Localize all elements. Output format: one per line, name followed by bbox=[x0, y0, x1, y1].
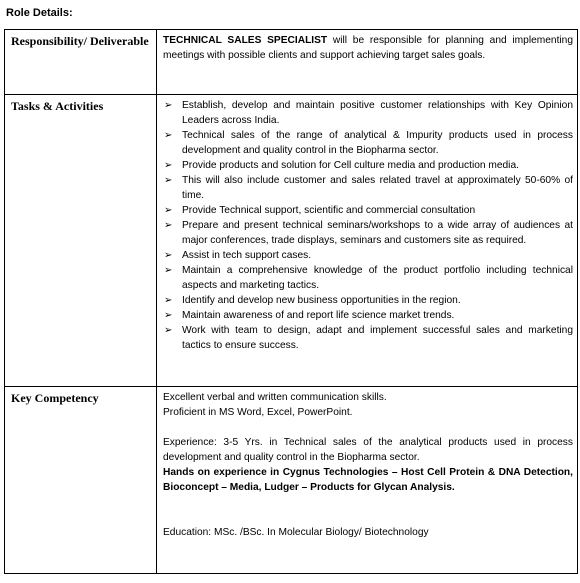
role-details-table bbox=[4, 29, 578, 574]
list-item-text: This will also include customer and sales related travel at approximately 50-60% of time. bbox=[182, 175, 573, 201]
arrow-bullet-icon: ➢ bbox=[164, 250, 173, 261]
list-item bbox=[163, 293, 573, 308]
experience-text: Experience: 3-5 Yrs. in Technical sales of the analytical products used in process development and quality control in the Biopharma sector. bbox=[163, 437, 573, 463]
arrow-bullet-icon: ➢ bbox=[164, 310, 173, 321]
list-item bbox=[163, 218, 573, 248]
list-item bbox=[163, 128, 573, 158]
list-item bbox=[163, 308, 573, 323]
row-label-responsibility: Responsibility/ Deliverable bbox=[5, 30, 157, 95]
table-row bbox=[5, 30, 578, 95]
arrow-bullet-icon: ➢ bbox=[164, 265, 173, 276]
list-item bbox=[163, 323, 573, 353]
role-name: TECHNICAL SALES SPECIALIST bbox=[163, 35, 328, 46]
list-item-text: Assist in tech support cases. bbox=[182, 250, 312, 261]
competency-cell bbox=[157, 387, 578, 574]
list-item bbox=[163, 263, 573, 293]
education-text: Education: MSc. /BSc. In Molecular Biology/ Biotechnology bbox=[163, 527, 429, 538]
arrow-bullet-icon: ➢ bbox=[164, 100, 173, 111]
arrow-bullet-icon: ➢ bbox=[164, 130, 173, 141]
list-item-text: Maintain awareness of and report life science market trends. bbox=[182, 310, 455, 321]
responsibility-description: will be responsible for planning and implementing meetings with possible clients and support achieving target sales goals. bbox=[163, 35, 573, 61]
list-item bbox=[163, 248, 573, 263]
list-item bbox=[163, 98, 573, 128]
row-label-competency: Key Competency bbox=[5, 387, 157, 574]
page-title: Role Details: bbox=[6, 7, 73, 19]
list-item-text: Provide Technical support, scientific and commercial consultation bbox=[182, 205, 476, 216]
communication-skills: Excellent verbal and written communication skills. bbox=[163, 392, 387, 403]
arrow-bullet-icon: ➢ bbox=[164, 160, 173, 171]
list-item-text: Maintain a comprehensive knowledge of the product portfolio including technical aspects and marketing tactics. bbox=[182, 265, 573, 291]
list-item-text: Identify and develop new business opportunities in the region. bbox=[182, 295, 461, 306]
list-item-text: Prepare and present technical seminars/workshops to a wide array of audiences at major conferences, trade displays, seminars and customers site as required. bbox=[182, 220, 573, 246]
list-item-text: Work with team to design, adapt and implement successful sales and marketing tactics to ensure success. bbox=[182, 325, 573, 351]
responsibility-cell bbox=[157, 30, 578, 95]
row-label-tasks: Tasks & Activities bbox=[5, 95, 157, 387]
arrow-bullet-icon: ➢ bbox=[164, 205, 173, 216]
software-skills: Proficient in MS Word, Excel, PowerPoint. bbox=[163, 407, 353, 418]
tasks-list bbox=[163, 98, 573, 353]
arrow-bullet-icon: ➢ bbox=[164, 175, 173, 186]
list-item bbox=[163, 158, 573, 173]
list-item-text: Technical sales of the range of analytical & Impurity products used in process development and quality control in the Biopharma sector. bbox=[182, 130, 573, 156]
tasks-cell bbox=[157, 95, 578, 387]
arrow-bullet-icon: ➢ bbox=[164, 220, 173, 231]
hands-on-experience: Hands on experience in Cygnus Technologies – Host Cell Protein & DNA Detection, Bioconcept – Media, Ludger – Products for Glycan Analysis. bbox=[163, 467, 573, 493]
arrow-bullet-icon: ➢ bbox=[164, 325, 173, 336]
list-item-text: Establish, develop and maintain positive customer relationships with Key Opinion Leaders across India. bbox=[182, 100, 573, 126]
spacer bbox=[163, 495, 573, 525]
list-item bbox=[163, 203, 573, 218]
table-row bbox=[5, 387, 578, 574]
spacer bbox=[163, 420, 573, 435]
arrow-bullet-icon: ➢ bbox=[164, 295, 173, 306]
list-item bbox=[163, 173, 573, 203]
table-row bbox=[5, 95, 578, 387]
list-item-text: Provide products and solution for Cell culture media and production media. bbox=[182, 160, 519, 171]
